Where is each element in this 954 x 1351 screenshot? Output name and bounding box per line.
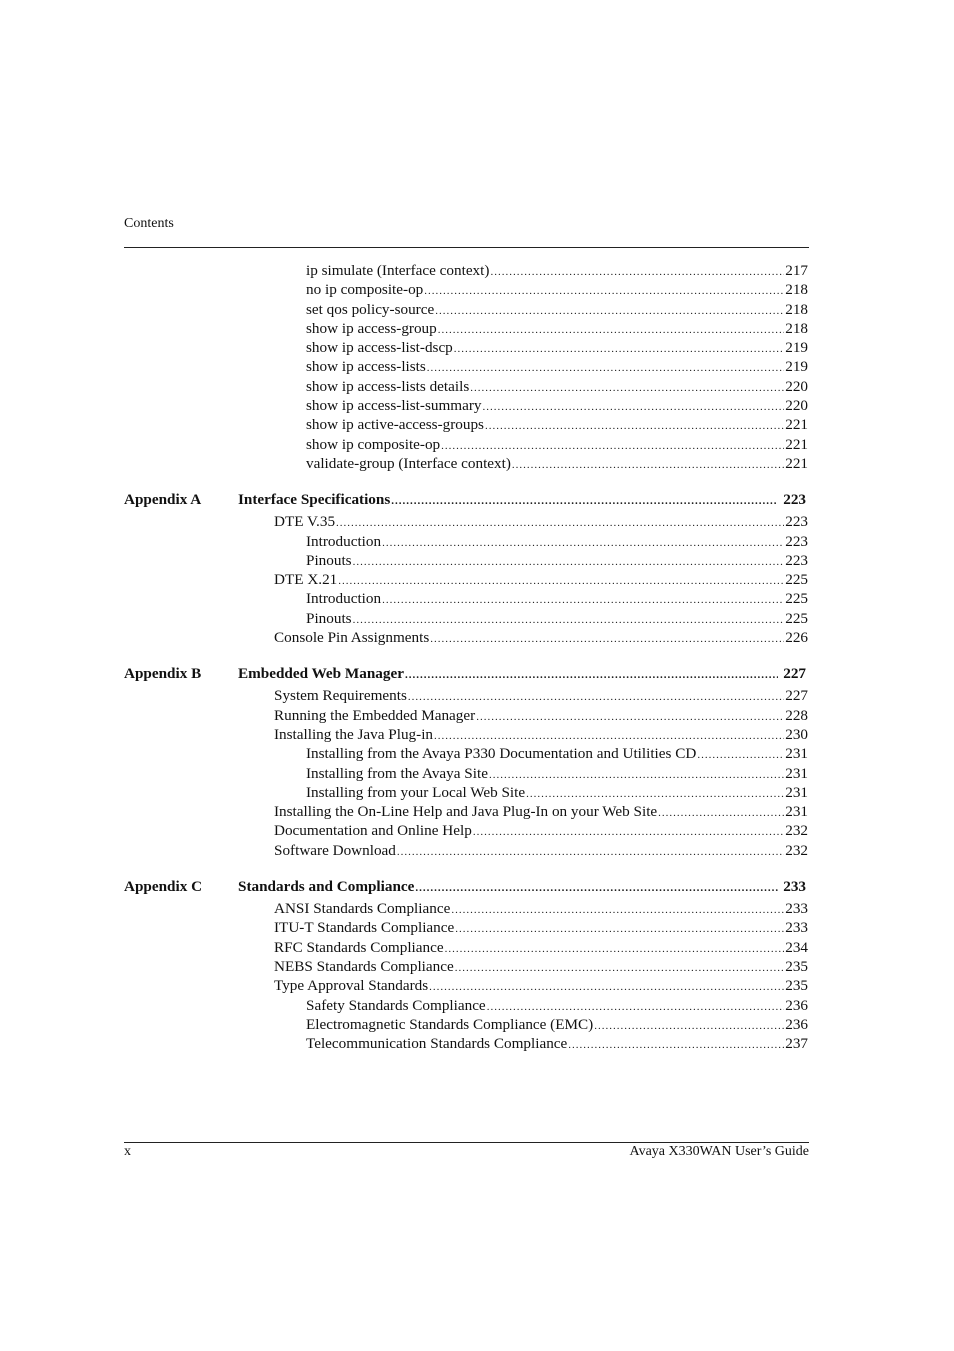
appendix-heading[interactable] (124, 875, 808, 899)
toc-entry[interactable] (124, 435, 808, 454)
toc-entry-title: System Requirements (274, 687, 407, 705)
toc-entry-title: Safety Standards Compliance (306, 996, 486, 1014)
toc-entry-title: Pinouts (306, 609, 352, 627)
toc-entry-title: Introduction (306, 590, 382, 608)
toc-entry[interactable] (124, 841, 808, 860)
dot-leader (512, 456, 784, 475)
toc-entry-page: 219 (785, 358, 808, 376)
toc-entry-page: 226 (785, 629, 808, 647)
toc-entry-title: Installing from your Local Web Site (306, 783, 526, 801)
toc-entry-page: 220 (785, 377, 808, 395)
appendix-page: 233 (783, 878, 806, 896)
toc-entry[interactable] (124, 261, 808, 280)
toc-entry-title: Installing the On-Line Help and Java Plug-In on your Web Site (274, 803, 658, 821)
toc-entry[interactable] (124, 454, 808, 473)
toc-entry[interactable] (124, 938, 808, 957)
toc-entry-title: DTE V.35 (274, 513, 336, 531)
toc-entry-title: Installing from the Avaya Site (306, 764, 488, 782)
toc-entry-page: 231 (785, 783, 808, 801)
toc-entry-page: 231 (785, 764, 808, 782)
toc-entry[interactable] (124, 725, 808, 744)
toc-entry-title: Console Pin Assignments (274, 629, 430, 647)
toc-entry-title: show ip active-access-groups (306, 416, 484, 434)
toc-entry[interactable] (124, 319, 808, 338)
toc-entry-page: 231 (785, 745, 808, 763)
toc-entry[interactable] (124, 396, 808, 415)
toc-entry-title: show ip access-lists (306, 358, 426, 376)
toc-entry[interactable] (124, 686, 808, 705)
toc-entry-page: 217 (785, 262, 808, 279)
footer-rule (124, 1142, 809, 1143)
toc-entry[interactable] (124, 957, 808, 976)
toc-entry-page: 221 (785, 435, 808, 453)
toc-entry-page: 221 (785, 454, 808, 472)
dot-leader (397, 843, 784, 862)
toc-entry-page: 223 (785, 551, 808, 569)
appendix-page: 223 (783, 491, 806, 509)
dot-leader (415, 876, 778, 900)
toc-entry[interactable] (124, 570, 808, 589)
dot-leader (430, 630, 784, 649)
toc-entry-title: RFC Standards Compliance (274, 938, 444, 956)
toc-entry[interactable] (124, 1034, 808, 1053)
toc-entry-page: 225 (785, 571, 808, 589)
toc-entry-title: show ip access-lists details (306, 377, 470, 395)
toc-entry-title: ip simulate (Interface context) (306, 262, 490, 279)
toc-entry-page: 236 (785, 1015, 808, 1033)
toc-entry[interactable] (124, 300, 808, 319)
toc-entry-page: 219 (785, 339, 808, 357)
toc-entry[interactable] (124, 706, 808, 725)
toc-entry-page: 234 (785, 938, 808, 956)
toc-entry-title: Type Approval Standards (274, 977, 429, 995)
dot-leader (405, 663, 778, 687)
toc-entry-page: 230 (785, 725, 808, 743)
toc-entry[interactable] (124, 589, 808, 608)
appendix-page: 227 (783, 665, 806, 683)
toc-entry[interactable] (124, 996, 808, 1015)
toc-entry-page: 218 (785, 319, 808, 337)
dot-leader (568, 1036, 784, 1055)
toc-entry-title: show ip access-list-dscp (306, 339, 453, 357)
toc-entry[interactable] (124, 802, 808, 821)
appendix-label: Appendix A (124, 491, 202, 509)
toc-entry[interactable] (124, 821, 808, 840)
toc-entry-title: validate-group (Interface context) (306, 454, 511, 472)
toc-entry-page: 223 (785, 532, 808, 550)
toc-entry[interactable] (124, 357, 808, 376)
toc-entry-page: 221 (785, 416, 808, 434)
appendix-title: Embedded Web Manager (238, 665, 404, 683)
toc-entry[interactable] (124, 415, 808, 434)
toc-entry-title: Running the Embedded Manager (274, 706, 476, 724)
toc-entry[interactable] (124, 512, 808, 531)
toc-entry-page: 228 (785, 706, 808, 724)
toc-entry-page: 227 (785, 687, 808, 705)
toc-entry-title: Software Download (274, 841, 396, 859)
appendix-label: Appendix C (124, 878, 203, 896)
footer-page-number: x (124, 1144, 131, 1159)
toc-entry-title: Installing the Java Plug-in (274, 725, 434, 743)
toc-entry-page: 233 (785, 919, 808, 937)
toc-entry-page: 235 (785, 957, 808, 975)
appendix-title: Interface Specifications (238, 491, 391, 509)
toc-entry-title: no ip composite-op (306, 281, 424, 299)
toc-entry-title: set qos policy-source (306, 300, 435, 318)
toc-entry-page: 236 (785, 996, 808, 1014)
toc-entry-title: show ip access-group (306, 319, 437, 337)
toc-entry-page: 231 (785, 803, 808, 821)
toc-entry-title: Pinouts (306, 551, 352, 569)
toc-entry[interactable] (124, 744, 808, 763)
toc-entry[interactable] (124, 532, 808, 551)
toc-entry[interactable] (124, 377, 808, 396)
toc-entry-page: 232 (785, 822, 808, 840)
toc-entry-title: show ip access-list-summary (306, 397, 482, 415)
toc-entry[interactable] (124, 976, 808, 995)
toc-entry-page: 223 (785, 513, 808, 531)
toc-entry[interactable] (124, 764, 808, 783)
toc-entry-title: Documentation and Online Help (274, 822, 472, 840)
toc-entry-page: 218 (785, 300, 808, 318)
toc-entry[interactable] (124, 899, 808, 918)
toc-entry-page: 235 (785, 977, 808, 995)
toc-entry-title: ANSI Standards Compliance (274, 900, 451, 918)
header-rule (124, 247, 809, 248)
toc-entry-title: Telecommunication Standards Compliance (306, 1035, 568, 1053)
toc-entry-page: 218 (785, 281, 808, 299)
toc-entry-page: 233 (785, 900, 808, 918)
toc-entry-page: 220 (785, 397, 808, 415)
toc-entry-title: Installing from the Avaya P330 Documentation and Utilities CD (306, 745, 697, 763)
dot-leader (391, 489, 778, 513)
table-of-contents (124, 261, 808, 1053)
appendix-label: Appendix B (124, 665, 202, 683)
toc-entry-title: Electromagnetic Standards Compliance (EMC) (306, 1015, 594, 1033)
toc-entry-page: 225 (785, 609, 808, 627)
toc-entry-title: ITU-T Standards Compliance (274, 919, 455, 937)
toc-entry-title: show ip composite-op (306, 435, 441, 453)
toc-entry[interactable] (124, 918, 808, 937)
toc-entry-page: 232 (785, 841, 808, 859)
toc-entry[interactable] (124, 338, 808, 357)
appendix-heading[interactable] (124, 488, 808, 512)
toc-entry[interactable] (124, 1015, 808, 1034)
toc-entry[interactable] (124, 551, 808, 570)
toc-entry[interactable] (124, 783, 808, 802)
toc-entry-title: Introduction (306, 532, 382, 550)
appendix-heading[interactable] (124, 662, 808, 686)
appendix-title: Standards and Compliance (238, 878, 415, 896)
toc-entry-page: 225 (785, 590, 808, 608)
toc-entry-page: 237 (785, 1035, 808, 1053)
footer-document-title: Avaya X330WAN User’s Guide (629, 1144, 809, 1159)
toc-entry[interactable] (124, 609, 808, 628)
toc-entry[interactable] (124, 628, 808, 647)
toc-entry-title: DTE X.21 (274, 571, 338, 589)
toc-entry[interactable] (124, 280, 808, 299)
page-header-label: Contents (124, 216, 174, 231)
toc-entry-title: NEBS Standards Compliance (274, 957, 454, 975)
